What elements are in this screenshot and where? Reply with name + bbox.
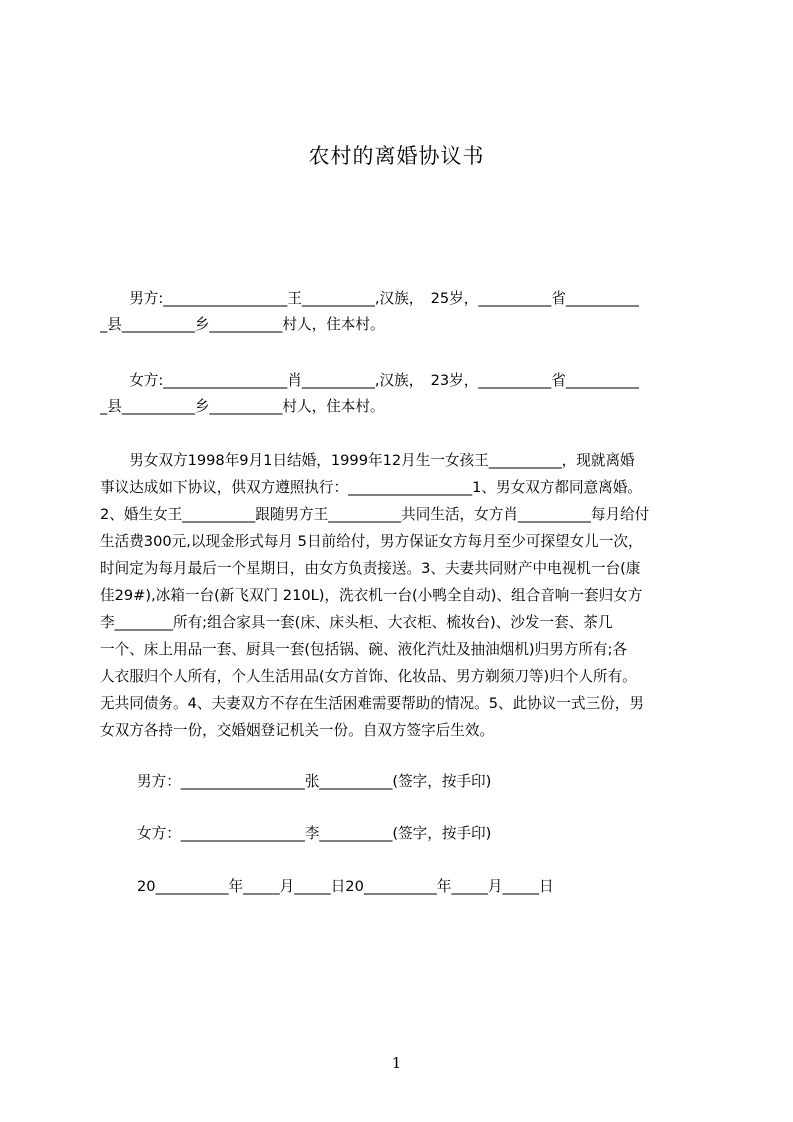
date-line: 20__________年_____月_____日20__________年_____月_____日 [137, 878, 554, 895]
paragraph-line: 李________所有;组合家具一套(床、床头柜、大衣柜、梳妆台)、沙发一套、茶几 [100, 614, 613, 631]
paragraph-line: 男女双方1998年9月1日结婚，1999年12月生一女孩王__________，现就离婚 [100, 452, 635, 469]
paragraph-line: 人衣服归个人所有，个人生活用品(女方首饰、化妆品、男方剃须刀等)归个人所有。 [100, 668, 637, 685]
agreement-paragraph [100, 450, 702, 746]
paragraph-line: 一个、床上用品一套、厨具一套(包括锅、碗、液化汽灶及抽油烟机)归男方所有;各 [100, 641, 628, 658]
paragraph-line: _县__________乡__________村人，住本村。 [100, 316, 385, 333]
paragraph-line: 女方:_________________肖__________,汉族， 23岁，__________省__________ [100, 372, 639, 389]
paragraph-line: _县__________乡__________村人，住本村。 [100, 398, 385, 415]
man-info-paragraph [100, 288, 702, 336]
paragraph-line: 男方:_________________王__________,汉族， 25岁，__________省__________ [100, 290, 639, 307]
paragraph-line: 女双方各持一份，交婚姻登记机关一份。自双方签字后生效。 [100, 722, 495, 739]
paragraph-line: 佳29#),冰箱一台(新飞双门 210L)，洗衣机一台(小鸭全自动)、组合音响一套归女方 [100, 587, 643, 604]
paragraph-line: 无共同债务。4、夫妻双方不存在生活困难需要帮助的情况。5、此协议一式三份，男 [100, 695, 644, 712]
document-title: 农村的离婚协议书 [308, 144, 485, 168]
signature-man: 男方：_________________张__________(签字，按手印) [137, 773, 492, 790]
paragraph-line: 生活费300元,以现金形式每月 5日前给付，男方保证女方每月至少可探望女儿一次， [100, 533, 643, 550]
paragraph-line: 2、婚生女王__________跟随男方王__________共同生活，女方肖__________每月给付 [100, 506, 650, 523]
paragraph-line: 时间定为每月最后一个星期日，由女方负责接送。3、夫妻共同财产中电视机一台(康 [100, 560, 641, 577]
page-number: 1 [391, 1054, 402, 1072]
signature-woman: 女方：_________________李__________(签字，按手印) [137, 825, 492, 842]
woman-info-paragraph [100, 370, 702, 418]
paragraph-line: 事议达成如下协议，供双方遵照执行：_________________1、男女双方都同意离婚。 [100, 479, 642, 496]
